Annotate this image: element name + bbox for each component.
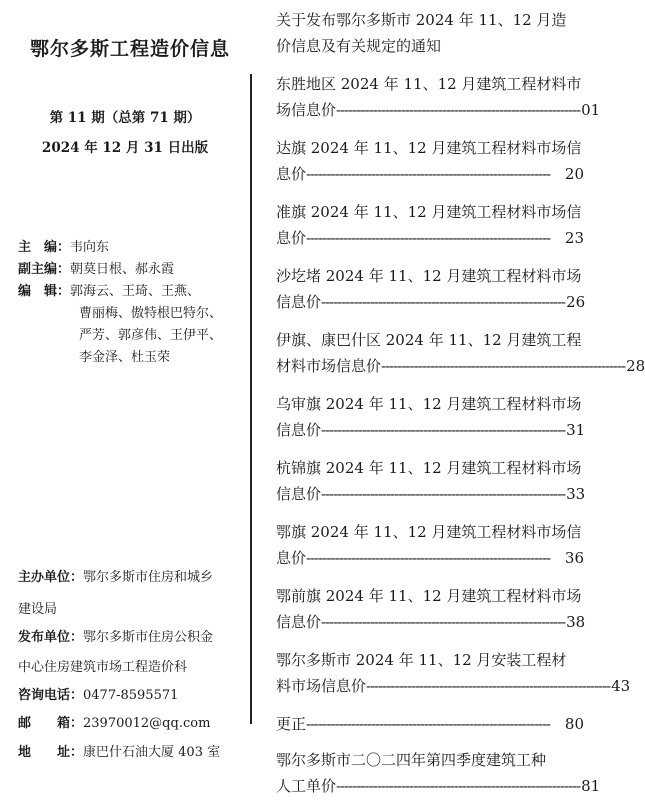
toc-item[interactable] bbox=[276, 135, 584, 187]
publisher bbox=[18, 626, 213, 645]
toc-leader: ------------------------------------------------------------ bbox=[306, 549, 551, 567]
chief-editor bbox=[18, 237, 109, 259]
toc-item-title-line-1: 杭锦旗 2024 年 11、12 月建筑工程材料市场 bbox=[276, 459, 582, 477]
toc-leader: ------------------------------------------------------------ bbox=[306, 715, 551, 733]
publisher-label: 发布单位： bbox=[18, 630, 84, 645]
phone-value: 0477-8595571 bbox=[83, 688, 179, 703]
toc-item-title-line-1: 鄂尔多斯市 2024 年 11、12 月安装工程材 bbox=[276, 651, 567, 669]
toc-item-title-line-2: 息价 bbox=[276, 549, 307, 567]
issue-number: 第 11 期（总第 71 期） bbox=[49, 110, 201, 126]
phone-label: 咨询电话： bbox=[18, 688, 84, 703]
sponsor-label: 主办单位： bbox=[18, 570, 84, 585]
toc-item-title-line-2: 人工单价 bbox=[276, 777, 337, 795]
toc-item[interactable] bbox=[276, 263, 584, 315]
editors-line-3: 严芳、郭彦伟、王伊平、 bbox=[79, 328, 223, 343]
toc-item[interactable] bbox=[276, 199, 584, 251]
toc-item-title-line-1: 伊旗、康巴什区 2024 年 11、12 月建筑工程 bbox=[276, 331, 582, 349]
toc-item-title-line-2: 价信息及有关规定的通知 bbox=[276, 37, 442, 55]
toc-leader: ------------------------------------------------------------ bbox=[321, 485, 566, 503]
toc-item[interactable] bbox=[276, 747, 601, 799]
deputy-editor-label: 副主编： bbox=[18, 262, 71, 277]
toc-page-number: 31 bbox=[566, 421, 586, 439]
address-value: 康巴什石油大厦 403 室 bbox=[83, 745, 221, 760]
toc-leader: ------------------------------------------------------------ bbox=[336, 101, 581, 119]
toc-leader: ------------------------------------------------------------ bbox=[306, 165, 551, 183]
toc-page-number: 43 bbox=[611, 677, 631, 695]
toc-item-title-line-1: 鄂尔多斯市二〇二四年第四季度建筑工种 bbox=[276, 751, 547, 769]
toc-leader: ------------------------------------------------------------ bbox=[366, 677, 611, 695]
editors-label: 编 辑： bbox=[18, 284, 71, 299]
toc-page-number: 01 bbox=[581, 101, 601, 119]
toc-page-number: 26 bbox=[566, 293, 586, 311]
toc-item[interactable] bbox=[276, 327, 645, 379]
toc-page-number: 80 bbox=[564, 715, 584, 733]
toc-item-notice[interactable] bbox=[276, 7, 584, 59]
editors-line-4: 李金泽、杜玉荣 bbox=[79, 350, 171, 365]
toc-leader: ------------------------------------------------------------ bbox=[381, 357, 626, 375]
editors-line-2: 曹丽梅、傲特根巴特尔、 bbox=[79, 306, 223, 321]
email bbox=[18, 712, 210, 731]
publication-date: 2024 年 12 月 31 日出版 bbox=[41, 140, 209, 156]
chief-editor-name: 韦向东 bbox=[70, 240, 110, 255]
toc-item-title-line-1: 乌审旗 2024 年 11、12 月建筑工程材料市场 bbox=[276, 395, 582, 413]
toc-page-number: 81 bbox=[581, 777, 601, 795]
toc-item-title-line-2: 息价 bbox=[276, 165, 307, 183]
toc-page-number: 28 bbox=[626, 357, 645, 375]
sponsor-line-1: 鄂尔多斯市住房和城乡 bbox=[83, 570, 214, 585]
address-label: 地 址： bbox=[18, 745, 84, 760]
toc-page-number: 36 bbox=[564, 549, 584, 567]
consult-phone bbox=[18, 684, 178, 703]
toc-item-title-line-2: 信息价 bbox=[276, 613, 322, 631]
toc-item[interactable] bbox=[276, 647, 631, 699]
toc-leader: ------------------------------------------------------------ bbox=[321, 613, 566, 631]
toc-item-title-line-1: 东胜地区 2024 年 11、12 月建筑工程材料市 bbox=[276, 75, 582, 93]
toc-item-title-line-2: 息价 bbox=[276, 229, 307, 247]
address bbox=[18, 741, 220, 760]
toc-item-title-line-2: 信息价 bbox=[276, 485, 322, 503]
sponsor bbox=[18, 566, 213, 585]
toc-item-correction[interactable] bbox=[276, 711, 584, 737]
email-value: 23970012@qq.com bbox=[83, 716, 211, 731]
toc-item-title-line-1: 准旗 2024 年 11、12 月建筑工程材料市场信 bbox=[276, 203, 582, 221]
toc-item-title-line-2: 料市场信息价 bbox=[276, 677, 367, 695]
toc-item-title-line-2: 信息价 bbox=[276, 293, 322, 311]
toc-item-title-line-1: 达旗 2024 年 11、12 月建筑工程材料市场信 bbox=[276, 139, 582, 157]
deputy-editor bbox=[18, 259, 174, 281]
toc-item[interactable] bbox=[276, 583, 584, 635]
toc-item-title-line-1: 关于发布鄂尔多斯市 2024 年 11、12 月造 bbox=[276, 11, 567, 29]
toc-item-title-line-1: 鄂旗 2024 年 11、12 月建筑工程材料市场信 bbox=[276, 523, 582, 541]
toc-item-title-line-2: 信息价 bbox=[276, 421, 322, 439]
column-divider bbox=[250, 74, 252, 724]
chief-editor-label: 主 编： bbox=[18, 240, 71, 255]
toc-page-number: 20 bbox=[564, 165, 584, 183]
toc-page-number: 38 bbox=[566, 613, 586, 631]
toc-item[interactable] bbox=[276, 519, 584, 571]
publisher-line-1: 鄂尔多斯市住房公积金 bbox=[83, 630, 214, 645]
toc-page-number: 33 bbox=[566, 485, 586, 503]
toc-leader: ------------------------------------------------------------ bbox=[336, 777, 581, 795]
toc-item-title: 更正 bbox=[276, 715, 307, 733]
toc-item[interactable] bbox=[276, 455, 584, 507]
toc-item-title-line-1: 沙圪堵 2024 年 11、12 月建筑工程材料市场 bbox=[276, 267, 582, 285]
toc-item[interactable] bbox=[276, 391, 584, 443]
editors bbox=[18, 281, 200, 303]
toc-leader: ------------------------------------------------------------ bbox=[321, 293, 566, 311]
toc-leader: ------------------------------------------------------------ bbox=[321, 421, 566, 439]
sponsor-line-2: 建设局 bbox=[18, 602, 58, 617]
deputy-editor-names: 朝莫日根、郝永霞 bbox=[70, 262, 175, 277]
toc-item-title-line-2: 场信息价 bbox=[276, 101, 337, 119]
email-label: 邮 箱： bbox=[18, 716, 84, 731]
toc-item[interactable] bbox=[276, 71, 601, 123]
editors-line-1: 郭海云、王琦、王燕、 bbox=[70, 284, 201, 299]
toc-item-title-line-2: 材料市场信息价 bbox=[276, 357, 382, 375]
publication-title: 鄂尔多斯工程造价信息 bbox=[30, 38, 231, 60]
publisher-line-2: 中心住房建筑市场工程造价科 bbox=[18, 660, 188, 675]
toc-leader: ------------------------------------------------------------ bbox=[306, 229, 551, 247]
masthead-panel bbox=[0, 0, 250, 804]
toc-item-title-line-1: 鄂前旗 2024 年 11、12 月建筑工程材料市场 bbox=[276, 587, 582, 605]
toc-page-number: 23 bbox=[564, 229, 584, 247]
